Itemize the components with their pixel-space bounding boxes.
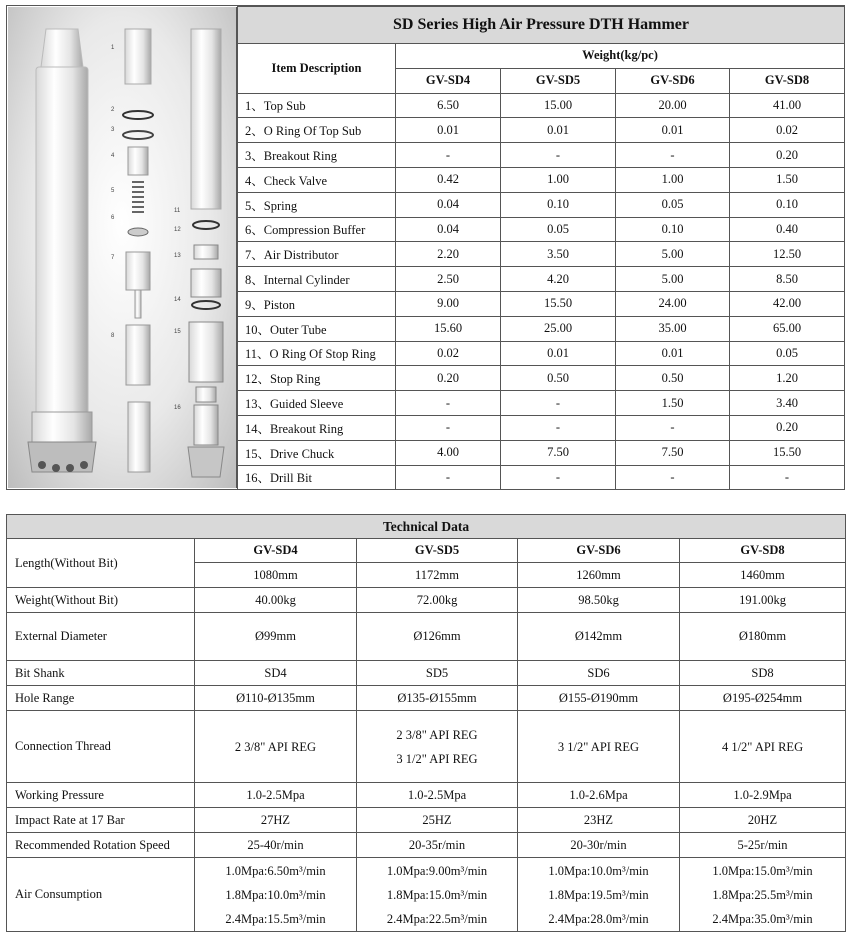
weight-value-cell: 3.40 xyxy=(730,391,845,416)
weight-value-cell: - xyxy=(616,143,730,168)
weight-value-cell: - xyxy=(616,465,730,490)
weight-value-cell: 8.50 xyxy=(730,267,845,292)
air-line: 1.0Mpa:15.0m³/min xyxy=(712,863,813,878)
weight-value-cell: 15.60 xyxy=(396,316,501,341)
item-description-cell: 6、Compression Buffer xyxy=(238,217,396,242)
weight-value-cell: 3.50 xyxy=(501,242,616,267)
weight-value-cell: 5.00 xyxy=(616,242,730,267)
length-value: 1460mm xyxy=(680,563,846,588)
air-line: 1.8Mpa:25.5m³/min xyxy=(712,887,813,902)
air-line: 2.4Mpa:22.5m³/min xyxy=(386,911,488,926)
item-description-cell: 4、Check Valve xyxy=(238,167,396,192)
item-description-cell: 1、Top Sub xyxy=(238,93,396,118)
weight-value-cell: - xyxy=(396,415,501,440)
weight-value-cell: 35.00 xyxy=(616,316,730,341)
weight-value-cell: 65.00 xyxy=(730,316,845,341)
weight-value-cell: 0.01 xyxy=(616,118,730,143)
part-number-label: 4 xyxy=(111,153,115,159)
weight-table-row xyxy=(238,366,845,391)
item-description-cell: 16、Drill Bit xyxy=(238,465,396,490)
weight-value-cell: 1.00 xyxy=(616,167,730,192)
weight-value: 72.00kg xyxy=(357,588,518,613)
technical-data-title: Technical Data xyxy=(7,515,846,539)
thread-line: 3 1/2" API REG xyxy=(557,739,640,754)
weight-value-cell: 15.50 xyxy=(730,440,845,465)
thread-line: 2 3/8" API REG xyxy=(234,739,317,754)
weight-value-cell: 2.20 xyxy=(396,242,501,267)
air-line: 2.4Mpa:15.5m³/min xyxy=(225,911,326,926)
bit-shank-value: SD4 xyxy=(195,661,357,686)
model-header: GV-SD5 xyxy=(357,539,518,563)
weight-value-cell: 1.00 xyxy=(501,167,616,192)
item-description-cell: 9、Piston xyxy=(238,291,396,316)
weight-value-cell: 0.20 xyxy=(730,415,845,440)
weight-header: Weight(kg/pc) xyxy=(396,44,845,69)
air-line: 1.8Mpa:15.0m³/min xyxy=(386,887,488,902)
part-number-label: 12 xyxy=(174,227,181,233)
weight-value-cell: - xyxy=(616,415,730,440)
working-pressure-label: Working Pressure xyxy=(7,783,195,808)
weight-value-cell: 0.01 xyxy=(501,118,616,143)
weight-value-cell: 0.20 xyxy=(730,143,845,168)
rotation-speed-value: 20-30r/min xyxy=(518,833,680,858)
weight-table-row xyxy=(238,465,845,490)
air-line: 1.0Mpa:6.50m³/min xyxy=(225,863,326,878)
air-line: 1.0Mpa:9.00m³/min xyxy=(386,863,488,878)
model-header: GV-SD4 xyxy=(396,68,501,93)
weight-table-row xyxy=(238,440,845,465)
part-number-label: 1 xyxy=(111,45,115,51)
length-value: 1172mm xyxy=(357,563,518,588)
air-line: 1.8Mpa:19.5m³/min xyxy=(548,887,649,902)
weight-value-cell: - xyxy=(396,143,501,168)
model-header: GV-SD6 xyxy=(616,68,730,93)
part-number-label: 2 xyxy=(111,107,115,113)
rotation-speed-value: 25-40r/min xyxy=(195,833,357,858)
weight-value-cell: 12.50 xyxy=(730,242,845,267)
weight-value-cell: 0.42 xyxy=(396,167,501,192)
working-pressure-value: 1.0-2.5Mpa xyxy=(195,783,357,808)
weight-value-cell: 0.01 xyxy=(616,341,730,366)
length-value: 1080mm xyxy=(195,563,357,588)
thread-line: 2 3/8" API REG xyxy=(396,727,478,742)
weight-value-cell: 0.50 xyxy=(616,366,730,391)
item-description-cell: 7、Air Distributor xyxy=(238,242,396,267)
item-description-header: Item Description xyxy=(238,44,396,94)
weight-value-cell: 0.05 xyxy=(616,192,730,217)
rotation-speed-label: Recommended Rotation Speed xyxy=(7,833,195,858)
weight-value-cell: 0.01 xyxy=(501,341,616,366)
rotation-speed-value: 5-25r/min xyxy=(680,833,846,858)
weight-value-cell: 4.00 xyxy=(396,440,501,465)
part-number-label: 6 xyxy=(111,215,115,221)
part-number-label: 8 xyxy=(111,333,115,339)
weight-value-cell: 7.50 xyxy=(501,440,616,465)
hammer-parts-image xyxy=(8,7,237,488)
part-number-label: 13 xyxy=(174,253,181,259)
weight-table-row xyxy=(238,391,845,416)
weight-value-cell: 0.20 xyxy=(396,366,501,391)
connection-thread-value xyxy=(195,711,357,783)
part-number-label: 16 xyxy=(174,405,181,411)
weight-table-row xyxy=(238,143,845,168)
weight-value-cell: 1.20 xyxy=(730,366,845,391)
weight-value-cell: - xyxy=(501,391,616,416)
bit-shank-value: SD8 xyxy=(680,661,846,686)
air-line: 1.8Mpa:10.0m³/min xyxy=(225,887,326,902)
weight-value-cell: - xyxy=(501,143,616,168)
item-description-cell: 2、O Ring Of Top Sub xyxy=(238,118,396,143)
weight-value-cell: - xyxy=(501,415,616,440)
weight-value-cell: 0.05 xyxy=(730,341,845,366)
length-label: Length(Without Bit) xyxy=(7,539,195,588)
weight-value-cell: - xyxy=(396,465,501,490)
model-header: GV-SD4 xyxy=(195,539,357,563)
model-header: GV-SD8 xyxy=(730,68,845,93)
impact-rate-value: 20HZ xyxy=(680,808,846,833)
weight-table-row xyxy=(238,118,845,143)
weight-value-cell: 1.50 xyxy=(616,391,730,416)
right-parts xyxy=(188,29,224,477)
weight-value-cell: 7.50 xyxy=(616,440,730,465)
item-description-cell: 14、Breakout Ring xyxy=(238,415,396,440)
weight-value-cell: - xyxy=(396,391,501,416)
weight-value: 98.50kg xyxy=(518,588,680,613)
weight-value: 40.00kg xyxy=(195,588,357,613)
diameter-value: Ø99mm xyxy=(195,613,357,661)
weight-value-cell: - xyxy=(730,465,845,490)
weight-value-cell: 0.02 xyxy=(730,118,845,143)
weight-value-cell: 6.50 xyxy=(396,93,501,118)
impact-rate-value: 23HZ xyxy=(518,808,680,833)
exploded-view-illustration xyxy=(8,7,237,488)
bit-shank-value: SD5 xyxy=(357,661,518,686)
weight-table-row xyxy=(238,242,845,267)
air-consumption-value xyxy=(357,858,518,932)
weight-value-cell: 20.00 xyxy=(616,93,730,118)
diameter-value: Ø142mm xyxy=(518,613,680,661)
working-pressure-value: 1.0-2.5Mpa xyxy=(357,783,518,808)
weight-value-cell: 0.10 xyxy=(730,192,845,217)
part-number-label: 3 xyxy=(111,127,115,133)
connection-thread-label: Connection Thread xyxy=(7,711,195,783)
item-description-cell: 3、Breakout Ring xyxy=(238,143,396,168)
model-header: GV-SD5 xyxy=(501,68,616,93)
weight-table-row xyxy=(238,217,845,242)
weight-value-cell: 0.10 xyxy=(616,217,730,242)
weight-value-cell: 0.50 xyxy=(501,366,616,391)
weight-value-cell: 0.40 xyxy=(730,217,845,242)
weight-label: Weight(Without Bit) xyxy=(7,588,195,613)
impact-rate-label: Impact Rate at 17 Bar xyxy=(7,808,195,833)
hole-range-value: Ø110-Ø135mm xyxy=(195,686,357,711)
hole-range-label: Hole Range xyxy=(7,686,195,711)
weight-value-cell: 0.04 xyxy=(396,192,501,217)
item-description-cell: 13、Guided Sleeve xyxy=(238,391,396,416)
connection-thread-value xyxy=(680,711,846,783)
weight-value-cell: - xyxy=(501,465,616,490)
air-consumption-label: Air Consumption xyxy=(7,858,195,932)
weight-value-cell: 0.04 xyxy=(396,217,501,242)
weight-value-cell: 0.01 xyxy=(396,118,501,143)
model-header: GV-SD6 xyxy=(518,539,680,563)
working-pressure-value: 1.0-2.9Mpa xyxy=(680,783,846,808)
connection-thread-value xyxy=(518,711,680,783)
diameter-label: External Diameter xyxy=(7,613,195,661)
weight-value-cell: 4.20 xyxy=(501,267,616,292)
weight-value-cell: 0.05 xyxy=(501,217,616,242)
air-line: 1.0Mpa:10.0m³/min xyxy=(548,863,649,878)
model-header: GV-SD8 xyxy=(680,539,846,563)
weight-value-cell: 41.00 xyxy=(730,93,845,118)
weight-value-cell: 24.00 xyxy=(616,291,730,316)
bit-shank-label: Bit Shank xyxy=(7,661,195,686)
item-description-cell: 10、Outer Tube xyxy=(238,316,396,341)
impact-rate-value: 27HZ xyxy=(195,808,357,833)
air-consumption-value xyxy=(680,858,846,932)
weight-value-cell: 1.50 xyxy=(730,167,845,192)
hole-range-value: Ø155-Ø190mm xyxy=(518,686,680,711)
air-line: 2.4Mpa:28.0m³/min xyxy=(548,911,649,926)
part-number-label: 14 xyxy=(174,297,181,303)
hole-range-value: Ø135-Ø155mm xyxy=(357,686,518,711)
weight-table-row xyxy=(238,316,845,341)
thread-line: 4 1/2" API REG xyxy=(721,739,804,754)
length-value: 1260mm xyxy=(518,563,680,588)
technical-data-table xyxy=(6,514,846,932)
weight-table-row xyxy=(238,291,845,316)
assembled-hammer xyxy=(28,29,96,472)
bit-shank-value: SD6 xyxy=(518,661,680,686)
connection-thread-value xyxy=(357,711,518,783)
impact-rate-value: 25HZ xyxy=(357,808,518,833)
weight-value: 191.00kg xyxy=(680,588,846,613)
weight-table-row xyxy=(238,167,845,192)
part-number-label: 5 xyxy=(111,188,115,194)
item-description-cell: 8、Internal Cylinder xyxy=(238,267,396,292)
rotation-speed-value: 20-35r/min xyxy=(357,833,518,858)
part-number-label: 15 xyxy=(174,329,181,335)
weight-value-cell: 0.02 xyxy=(396,341,501,366)
weight-value-cell: 15.50 xyxy=(501,291,616,316)
weight-table xyxy=(237,6,845,490)
air-consumption-value xyxy=(195,858,357,932)
diameter-value: Ø180mm xyxy=(680,613,846,661)
item-description-cell: 5、Spring xyxy=(238,192,396,217)
weight-table-row xyxy=(238,192,845,217)
weight-value-cell: 9.00 xyxy=(396,291,501,316)
weight-table-row xyxy=(238,415,845,440)
weight-value-cell: 25.00 xyxy=(501,316,616,341)
thread-line: 3 1/2" API REG xyxy=(396,751,478,766)
weight-value-cell: 5.00 xyxy=(616,267,730,292)
diameter-value: Ø126mm xyxy=(357,613,518,661)
air-consumption-value xyxy=(518,858,680,932)
weight-table-title: SD Series High Air Pressure DTH Hammer xyxy=(238,7,845,44)
part-number-label: 7 xyxy=(111,255,115,261)
weight-table-row xyxy=(238,267,845,292)
item-description-cell: 15、Drive Chuck xyxy=(238,440,396,465)
item-description-cell: 11、O Ring Of Stop Ring xyxy=(238,341,396,366)
air-line: 2.4Mpa:35.0m³/min xyxy=(712,911,813,926)
weight-value-cell: 42.00 xyxy=(730,291,845,316)
weight-value-cell: 2.50 xyxy=(396,267,501,292)
weight-value-cell: 15.00 xyxy=(501,93,616,118)
weight-value-cell: 0.10 xyxy=(501,192,616,217)
middle-parts xyxy=(123,29,153,472)
item-description-cell: 12、Stop Ring xyxy=(238,366,396,391)
weight-table-row xyxy=(238,93,845,118)
weight-table-row xyxy=(238,341,845,366)
working-pressure-value: 1.0-2.6Mpa xyxy=(518,783,680,808)
part-number-label: 11 xyxy=(174,208,181,214)
hole-range-value: Ø195-Ø254mm xyxy=(680,686,846,711)
